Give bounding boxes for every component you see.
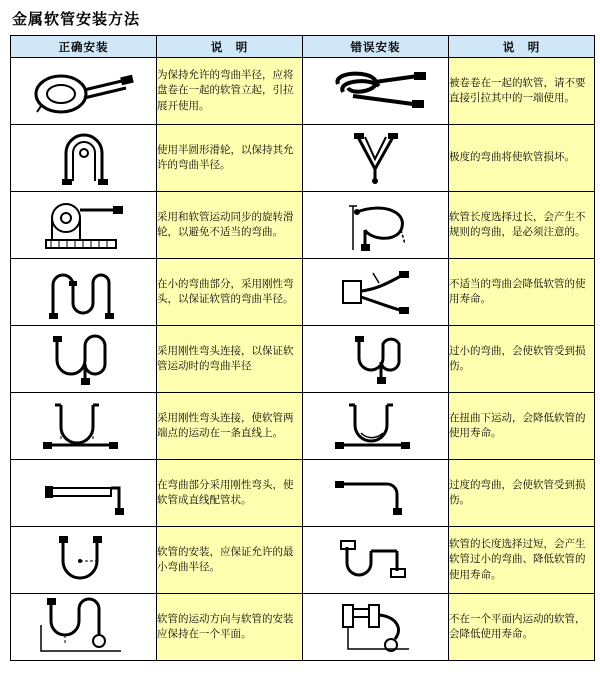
rigid-elbow-small-bend-icon xyxy=(11,263,156,321)
wrong-illustration-cell xyxy=(303,58,449,125)
wrong-illustration-cell xyxy=(303,594,449,661)
correct-description-cell: 采用和软管运动同步的旋转滑轮，以避免不适当的弯曲。 xyxy=(157,192,303,259)
long-hose-irregular-bend-icon xyxy=(303,196,448,254)
wrong-illustration-cell xyxy=(303,460,449,527)
table-row xyxy=(11,326,595,393)
correct-illustration-cell xyxy=(11,527,157,594)
improper-bend-icon xyxy=(303,263,448,321)
hose-installation-table xyxy=(10,35,595,661)
correct-illustration-cell xyxy=(11,460,157,527)
correct-description-cell: 采用刚性弯头连接，使软管两端点的运动在一条直线上。 xyxy=(157,393,303,460)
table-row xyxy=(11,192,595,259)
table-row xyxy=(11,393,595,460)
wrong-illustration-cell xyxy=(303,259,449,326)
correct-illustration-cell xyxy=(11,259,157,326)
correct-illustration-cell xyxy=(11,192,157,259)
correct-illustration-cell xyxy=(11,594,157,661)
header-wrong-description: 说 明 xyxy=(449,36,595,58)
wrong-illustration-cell xyxy=(303,393,449,460)
correct-description-cell: 使用半圆形滑轮，以保持其允许的弯曲半径。 xyxy=(157,125,303,192)
over-bend-straight-icon xyxy=(303,464,448,522)
half-round-pulley-icon xyxy=(11,129,156,187)
wrong-description-cell: 不适当的弯曲会降低软管的使用寿命。 xyxy=(449,259,595,326)
correct-description-cell: 软管的安装，应保证允许的最小弯曲半径。 xyxy=(157,527,303,594)
wrong-illustration-cell xyxy=(303,326,449,393)
correct-description-cell: 在弯曲部分采用刚性弯头，使软管成直线配管状。 xyxy=(157,460,303,527)
table-header-row xyxy=(11,36,595,58)
rigid-elbow-u-bend-icon xyxy=(11,330,156,388)
header-correct-install: 正确安装 xyxy=(11,36,157,58)
correct-description-cell: 为保持允许的弯曲半径，应将盘卷在一起的软管立起，引拉展开使用。 xyxy=(157,58,303,125)
too-long-hose-bracket-icon xyxy=(303,531,448,589)
table-row xyxy=(11,460,595,527)
header-wrong-install: 错误安装 xyxy=(303,36,449,58)
correct-illustration-cell xyxy=(11,125,157,192)
page-title: 金属软管安装方法 xyxy=(12,10,141,28)
correct-description-cell: 软管的运动方向与软管的安装应保持在一个平面。 xyxy=(157,594,303,661)
correct-illustration-cell xyxy=(11,58,157,125)
out-of-plane-motion-icon xyxy=(303,595,448,659)
table-body xyxy=(11,58,595,661)
straight-pipe-elbow-icon xyxy=(11,464,156,522)
table-row xyxy=(11,125,595,192)
wrong-description-cell: 不在一个平面内运动的软管，会降低使用寿命。 xyxy=(449,594,595,661)
wrong-description-cell: 在扭曲下运动，会降低软管的使用寿命。 xyxy=(449,393,595,460)
correct-illustration-cell xyxy=(11,326,157,393)
table-header xyxy=(11,36,595,58)
wrong-description-cell: 软管长度选择过长，会产生不规则的弯曲，是必须注意的。 xyxy=(449,192,595,259)
twisted-u-loop-icon xyxy=(303,397,448,455)
table-row xyxy=(11,594,595,661)
straight-line-u-loop-icon xyxy=(11,397,156,455)
wrong-illustration-cell xyxy=(303,527,449,594)
wrong-description-cell: 软管的长度选择过短，会产生软管过小的弯曲、降低软管的使用寿命。 xyxy=(449,527,595,594)
header-correct-description: 说 明 xyxy=(157,36,303,58)
wrong-description-cell: 过小的弯曲，会使软管受到损伤。 xyxy=(449,326,595,393)
wrong-description-cell: 过度的弯曲，会使软管受到损伤。 xyxy=(449,460,595,527)
correct-description-cell: 在小的弯曲部分，采用刚性弯头，以保证软管的弯曲半径。 xyxy=(157,259,303,326)
correct-description-cell: 采用刚性弯头连接，以保证软管运动时的弯曲半径 xyxy=(157,326,303,393)
same-plane-motion-icon xyxy=(11,595,156,659)
correct-illustration-cell xyxy=(11,393,157,460)
too-small-bend-icon xyxy=(303,330,448,388)
table-row xyxy=(11,259,595,326)
coiled-hose-pulled-icon xyxy=(303,62,448,120)
table-row xyxy=(11,527,595,594)
sharp-bend-pulley-icon xyxy=(303,129,448,187)
wrong-illustration-cell xyxy=(303,125,449,192)
wrong-illustration-cell xyxy=(303,192,449,259)
wrong-description-cell: 极度的弯曲将使软管损坏。 xyxy=(449,125,595,192)
coiled-hose-flat-icon xyxy=(11,62,156,120)
wrong-description-cell: 被卷卷在一起的软管，请不要直接引拉其中的一端使用。 xyxy=(449,58,595,125)
min-bend-radius-u-icon xyxy=(11,531,156,589)
rotating-pulley-chain-icon xyxy=(11,196,156,254)
table-row xyxy=(11,58,595,125)
